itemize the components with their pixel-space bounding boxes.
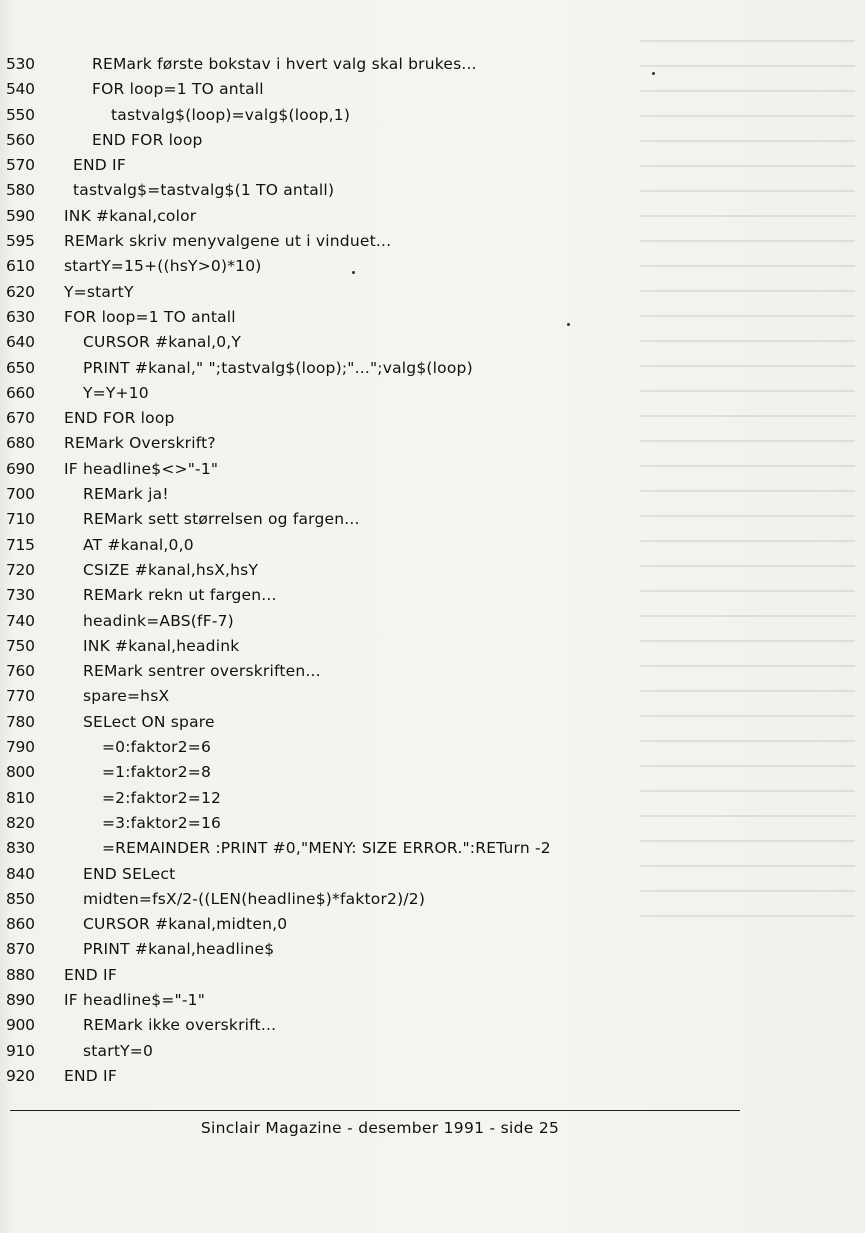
line-number: 620 (6, 282, 35, 301)
code-line (0, 431, 860, 456)
line-number: 810 (6, 788, 35, 807)
code-text: tastvalg$(loop)=valg$(loop,1) (111, 105, 351, 124)
code-text: midten=fsX/2-((LEN(headline$)*faktor2)/2) (83, 889, 426, 908)
code-line (0, 533, 860, 558)
code-text: FOR loop=1 TO antall (92, 80, 264, 99)
code-text: =0:faktor2=6 (102, 738, 212, 757)
code-line (0, 356, 860, 381)
line-number: 650 (6, 358, 35, 377)
line-number: 790 (6, 738, 35, 757)
line-number: 710 (6, 510, 35, 529)
print-speck (567, 323, 570, 326)
code-text: END IF (64, 965, 117, 984)
code-text: END FOR loop (92, 130, 203, 149)
line-number: 900 (6, 1016, 35, 1035)
code-line (0, 862, 860, 887)
code-line (0, 229, 860, 254)
code-line (0, 786, 860, 811)
code-line (0, 684, 860, 709)
code-text: END IF (73, 156, 126, 175)
code-line (0, 912, 860, 937)
code-line (0, 128, 860, 153)
line-number: 530 (6, 55, 35, 73)
line-number: 560 (6, 130, 35, 149)
code-line (0, 609, 860, 634)
code-line (0, 836, 860, 861)
code-listing (0, 52, 860, 1089)
code-line (0, 52, 860, 77)
code-line (0, 457, 860, 482)
code-text: PRINT #kanal," ";tastvalg$(loop);"...";valg$(loop) (83, 358, 473, 377)
line-number: 740 (6, 611, 35, 630)
code-text: INK #kanal,headink (83, 636, 240, 655)
code-text: PRINT #kanal,headline$ (83, 940, 275, 959)
code-line (0, 153, 860, 178)
code-text: AT #kanal,0,0 (83, 535, 194, 554)
line-number: 640 (6, 333, 35, 352)
code-text: =2:faktor2=12 (102, 788, 222, 807)
code-text: INK #kanal,color (64, 206, 197, 225)
code-line (0, 103, 860, 128)
code-text: startY=15+((hsY>0)*10) (64, 257, 262, 276)
code-text: CURSOR #kanal,0,Y (83, 333, 242, 352)
code-text: headink=ABS(fF-7) (83, 611, 234, 630)
code-text: REMark skriv menyvalgene ut i vinduet... (64, 232, 392, 251)
code-line (0, 305, 860, 330)
line-number: 715 (6, 535, 35, 554)
line-number: 770 (6, 687, 35, 706)
line-number: 570 (6, 156, 35, 175)
code-line (0, 988, 860, 1013)
code-line (0, 77, 860, 102)
code-line (0, 280, 860, 305)
code-text: CURSOR #kanal,midten,0 (83, 915, 288, 934)
line-number: 580 (6, 181, 35, 200)
code-line (0, 330, 860, 355)
line-number: 680 (6, 434, 35, 453)
line-number: 840 (6, 864, 35, 883)
code-text: startY=0 (83, 1041, 154, 1060)
print-speck (352, 271, 355, 274)
code-text: REMark sentrer overskriften... (83, 662, 321, 681)
code-text: tastvalg$=tastvalg$(1 TO antall) (73, 181, 335, 200)
code-text: =REMAINDER :PRINT #0,"MENY: SIZE ERROR.":RETurn -2 (102, 839, 551, 858)
code-text: =3:faktor2=16 (102, 813, 222, 832)
line-number: 920 (6, 1066, 35, 1085)
code-line (0, 558, 860, 583)
line-number: 595 (6, 232, 35, 251)
footer-rule (10, 1110, 740, 1111)
code-line (0, 937, 860, 962)
code-line (0, 507, 860, 532)
page-footer: Sinclair Magazine - desember 1991 - side 25 (200, 1119, 560, 1137)
code-line (0, 1064, 860, 1089)
code-line (0, 735, 860, 760)
code-line (0, 634, 860, 659)
code-text: Y=startY (64, 282, 134, 301)
code-line (0, 963, 860, 988)
code-text: REMark ja! (83, 485, 169, 504)
line-number: 800 (6, 763, 35, 782)
line-number: 720 (6, 560, 35, 579)
code-line (0, 204, 860, 229)
code-text: REMark ikke overskrift... (83, 1016, 277, 1035)
code-text: REMark Overskrift? (64, 434, 216, 453)
code-line (0, 178, 860, 203)
code-line (0, 583, 860, 608)
code-text: Y=Y+10 (83, 383, 149, 402)
line-number: 870 (6, 940, 35, 959)
line-number: 590 (6, 206, 35, 225)
line-number: 760 (6, 662, 35, 681)
code-text: SELect ON spare (83, 712, 215, 731)
line-number: 890 (6, 990, 35, 1009)
code-line (0, 482, 860, 507)
code-text: END IF (64, 1066, 117, 1085)
code-line (0, 1039, 860, 1064)
code-text: REMark rekn ut fargen... (83, 586, 277, 605)
line-number: 610 (6, 257, 35, 276)
code-line (0, 254, 860, 279)
code-line (0, 710, 860, 735)
code-line (0, 659, 860, 684)
code-text: REMark første bokstav i hvert valg skal brukes... (92, 55, 477, 73)
line-number: 690 (6, 459, 35, 478)
line-number: 780 (6, 712, 35, 731)
code-text: CSIZE #kanal,hsX,hsY (83, 560, 259, 579)
code-text: FOR loop=1 TO antall (64, 307, 236, 326)
code-text: END SELect (83, 864, 176, 883)
code-text: REMark sett størrelsen og fargen... (83, 510, 360, 529)
line-number: 540 (6, 80, 35, 99)
code-text: =1:faktor2=8 (102, 763, 212, 782)
code-text: END FOR loop (64, 409, 175, 428)
line-number: 830 (6, 839, 35, 858)
line-number: 880 (6, 965, 35, 984)
code-text: IF headline$="-1" (64, 990, 206, 1009)
line-number: 820 (6, 813, 35, 832)
line-number: 850 (6, 889, 35, 908)
line-number: 910 (6, 1041, 35, 1060)
code-text: spare=hsX (83, 687, 170, 706)
line-number: 550 (6, 105, 35, 124)
code-line (0, 887, 860, 912)
code-line (0, 406, 860, 431)
code-line (0, 811, 860, 836)
line-number: 860 (6, 915, 35, 934)
line-number: 670 (6, 409, 35, 428)
print-speck (652, 72, 655, 75)
code-text: IF headline$<>"-1" (64, 459, 219, 478)
code-line (0, 760, 860, 785)
code-line (0, 1013, 860, 1038)
line-number: 750 (6, 636, 35, 655)
code-line (0, 381, 860, 406)
line-number: 730 (6, 586, 35, 605)
line-number: 660 (6, 383, 35, 402)
line-number: 700 (6, 485, 35, 504)
line-number: 630 (6, 307, 35, 326)
